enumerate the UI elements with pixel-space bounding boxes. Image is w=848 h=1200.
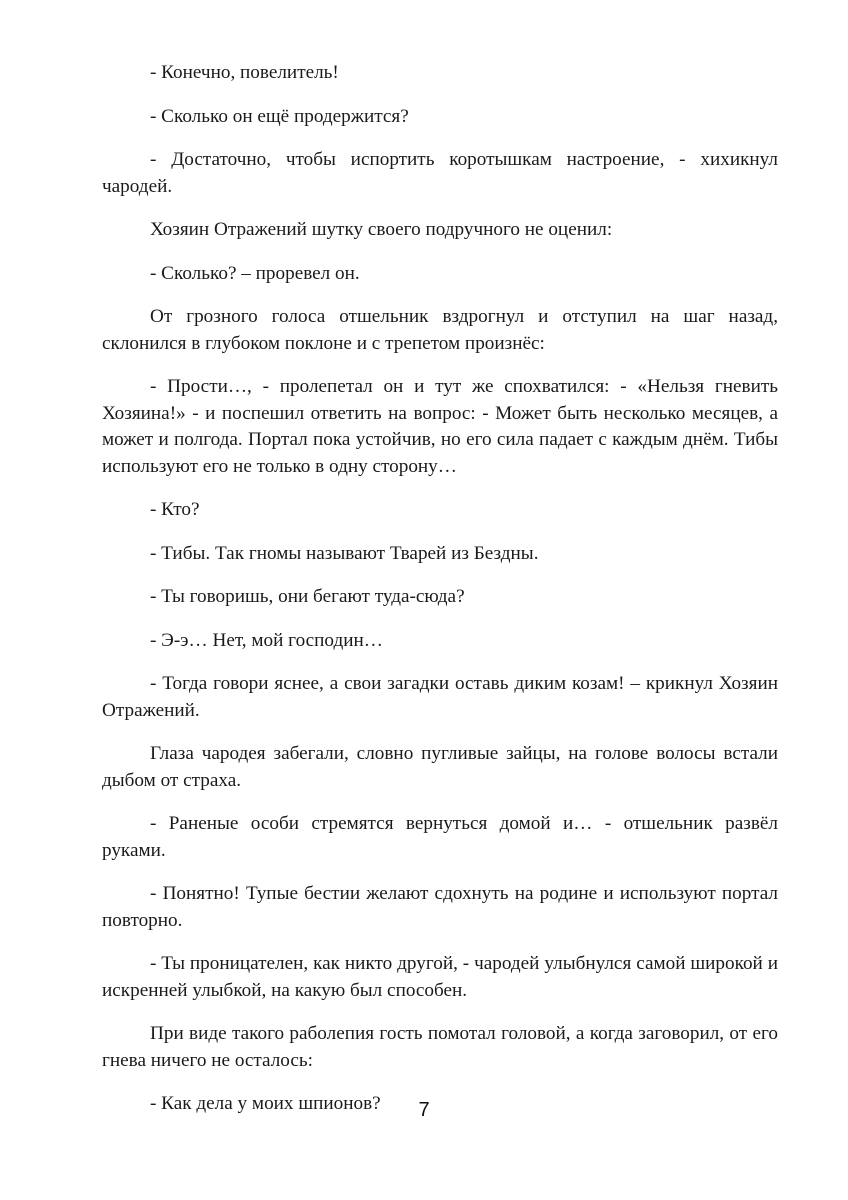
paragraph: - Конечно, повелитель! bbox=[150, 62, 339, 83]
paragraph: Хозяин Отражений шутку своего подручного не оценил: bbox=[150, 219, 613, 240]
paragraph: - Кто? bbox=[150, 499, 200, 520]
page-number: 7 bbox=[418, 1099, 430, 1121]
paragraph: - Сколько он ещё продержится? bbox=[150, 105, 409, 127]
paragraph: - Тибы. Так гномы называют Тварей из Бездны. bbox=[150, 542, 539, 564]
paragraph: - Сколько? – проревел он. bbox=[150, 262, 360, 284]
paragraph: - Прости…, - пролепетал он и тут же спохватился: - «Нельзя гневить Хозяина!» - и поспешил ответить на вопрос: - Может быть несколько месяцев, а может и полгода. Портал пока устойчив, но его сила падает с каждым днём. Тибы используют его не только в одну сторону… bbox=[102, 376, 778, 477]
paragraph: - Э-э… Нет, мой господин… bbox=[150, 629, 383, 651]
paragraph: - Ты говоришь, они бегают туда-сюда? bbox=[150, 586, 465, 607]
paragraph: - Тогда говори яснее, а свои загадки оставь диким козам! – крикнул Хозяин Отражений. bbox=[102, 673, 778, 721]
paragraph: - Достаточно, чтобы испортить коротышкам настроение, - хихикнул чародей. bbox=[102, 149, 778, 197]
paragraph: - Понятно! Тупые бестии желают сдохнуть на родине и используют портал повторно. bbox=[102, 883, 778, 931]
document-page bbox=[102, 60, 778, 1135]
paragraph: - Ты проницателен, как никто другой, - чародей улыбнулся самой широкой и искренней улыбкой, на какую был способен. bbox=[102, 953, 778, 1001]
paragraph: - Раненые особи стремятся вернуться домой и… - отшельник развёл руками. bbox=[102, 813, 778, 861]
paragraph: От грозного голоса отшельник вздрогнул и отступил на шаг назад, склонился в глубоком поклоне и с трепетом произнёс: bbox=[102, 306, 778, 354]
paragraph: Глаза чародея забегали, словно пугливые зайцы, на голове волосы встали дыбом от страха. bbox=[102, 743, 778, 791]
paragraph: При виде такого раболепия гость помотал головой, а когда заговорил, от его гнева ничего не осталось: bbox=[102, 1023, 778, 1071]
paragraph: - Как дела у моих шпионов? bbox=[150, 1093, 381, 1114]
